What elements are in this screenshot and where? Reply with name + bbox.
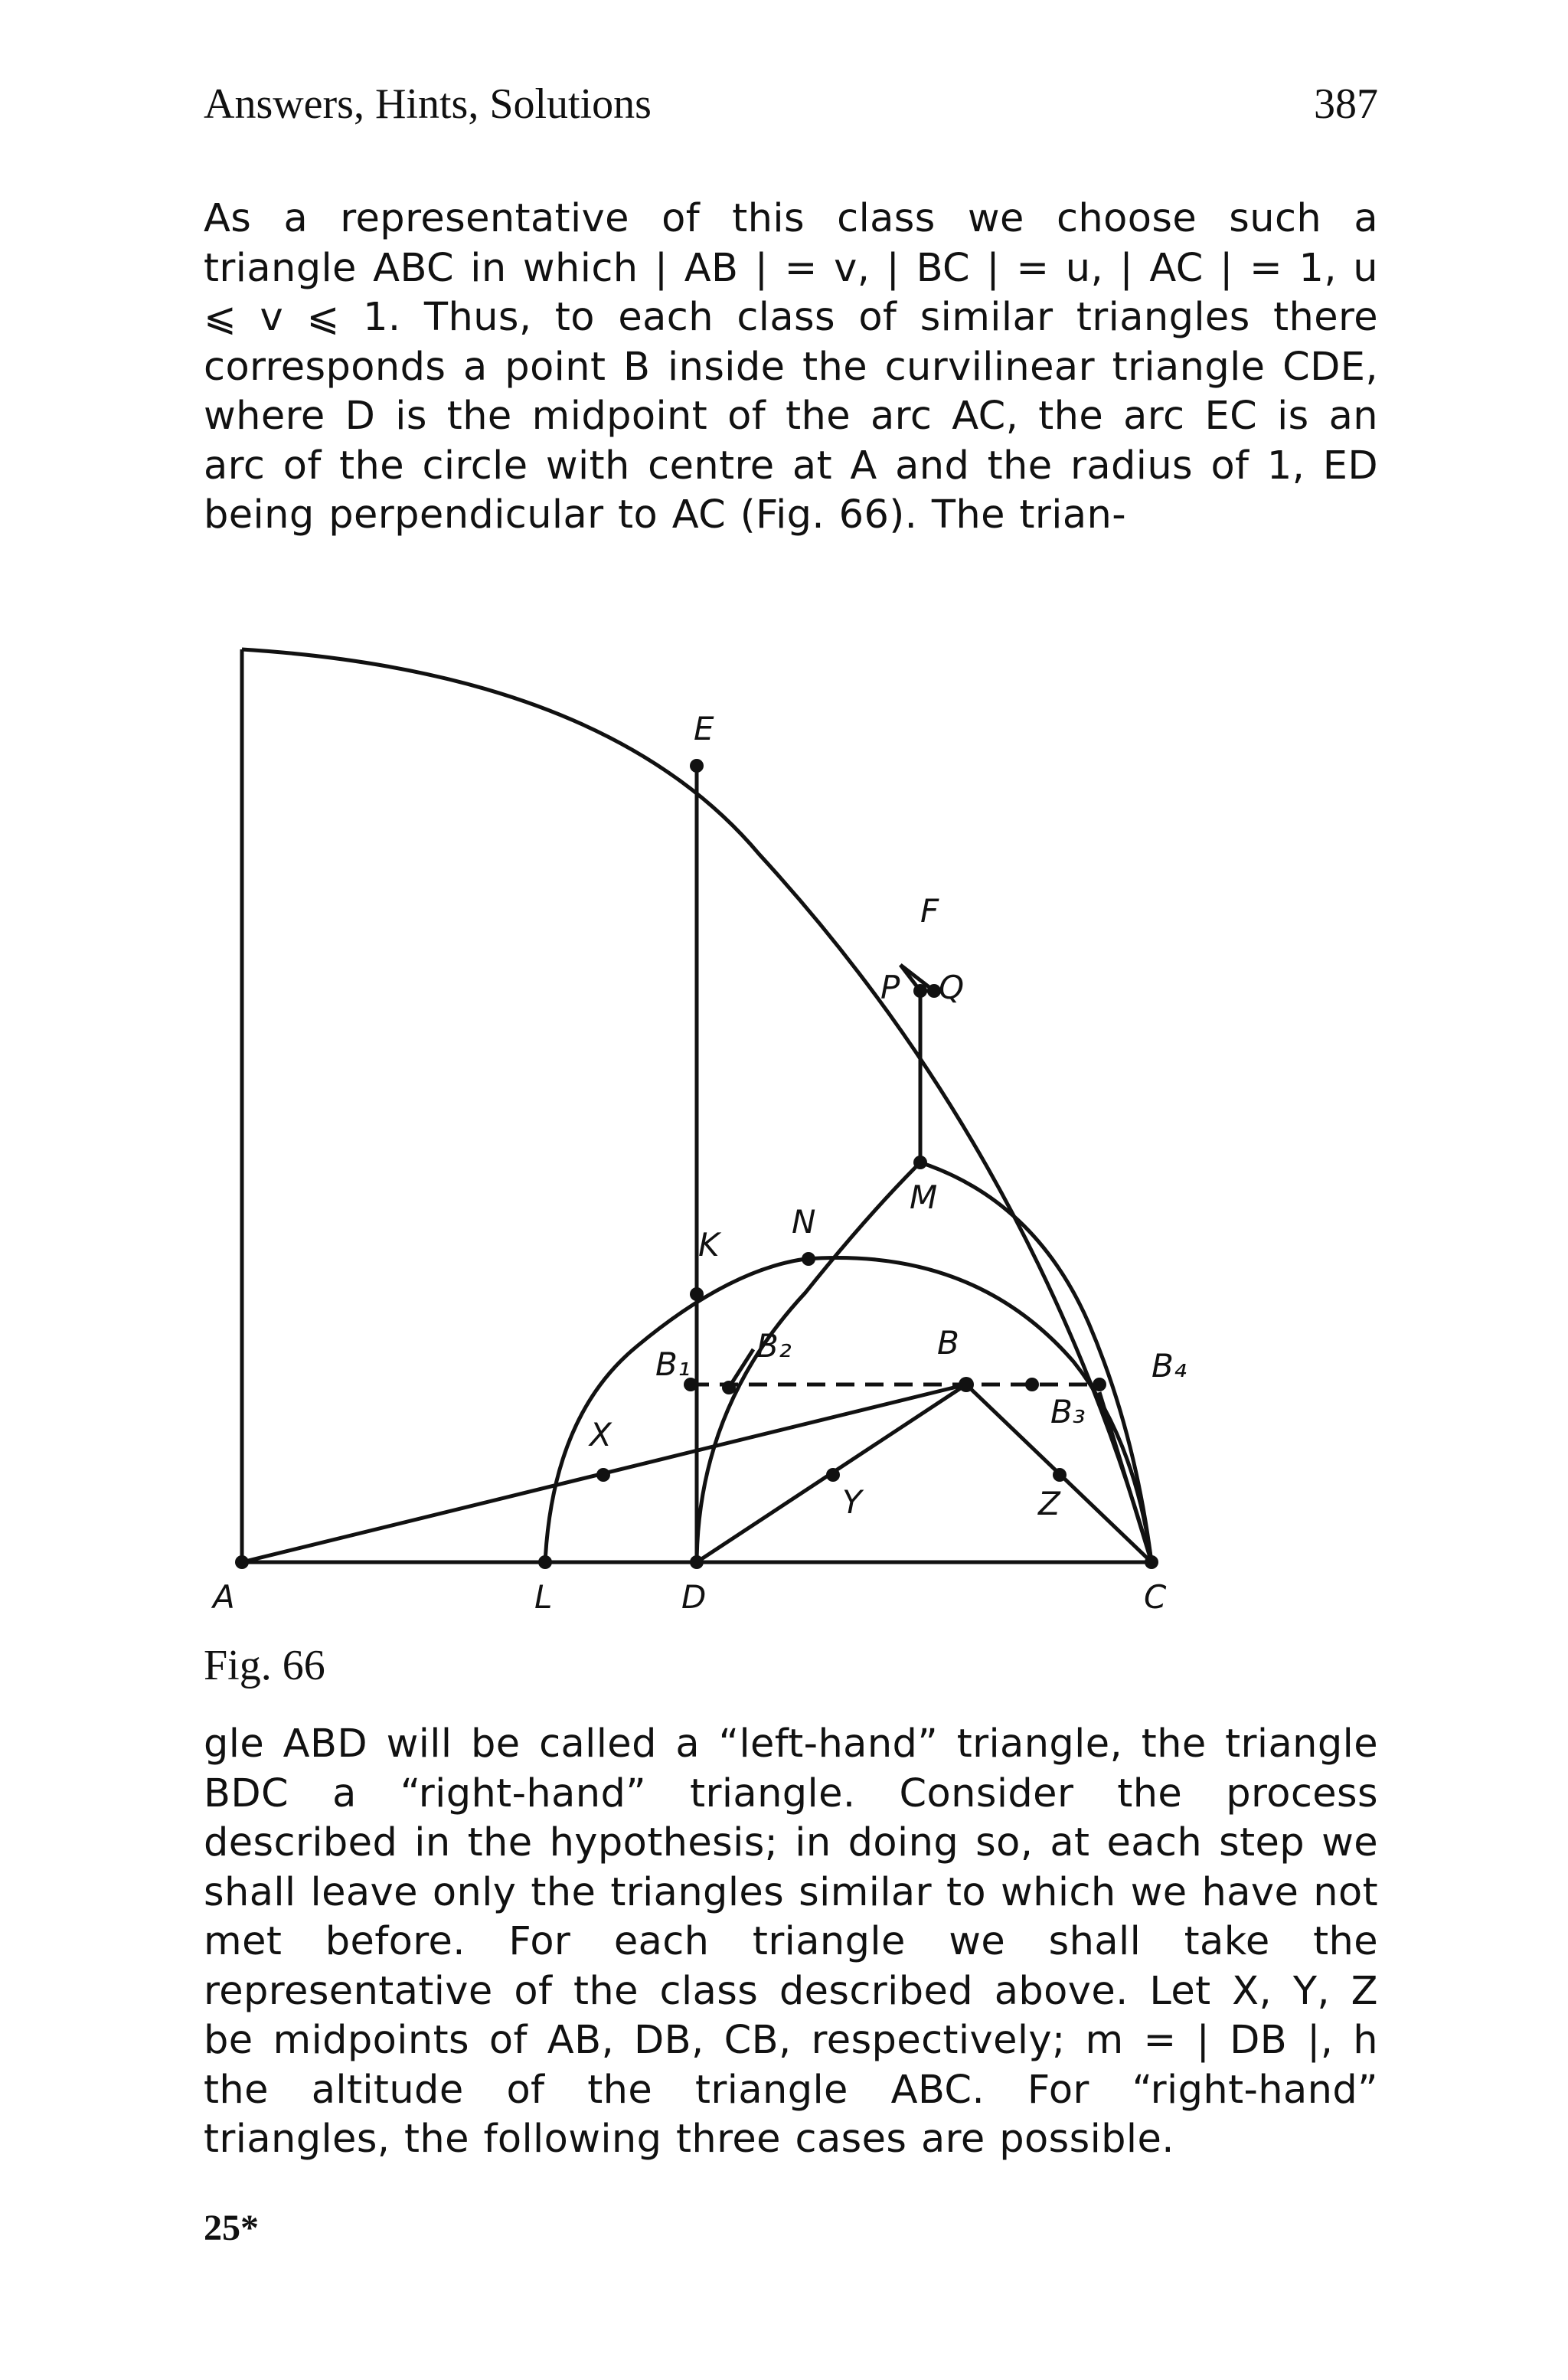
point-x xyxy=(596,1468,610,1482)
point-b4 xyxy=(1093,1378,1106,1391)
figure-66 xyxy=(208,634,1250,1622)
label-c: C xyxy=(1144,1578,1167,1616)
page-number: 387 xyxy=(1314,80,1378,128)
figure-caption: Fig. 66 xyxy=(204,1642,325,1689)
point-d xyxy=(690,1555,704,1569)
label-e: E xyxy=(694,710,714,747)
geometry-diagram xyxy=(208,634,1250,1622)
label-l: L xyxy=(534,1578,553,1616)
label-b3: B₃ xyxy=(1050,1393,1086,1430)
point-k xyxy=(690,1287,704,1301)
point-y xyxy=(826,1468,840,1482)
point-b2 xyxy=(722,1381,736,1394)
label-b2: B₂ xyxy=(756,1327,792,1365)
point-b xyxy=(959,1377,974,1392)
label-a: A xyxy=(213,1578,235,1616)
label-b4: B₄ xyxy=(1152,1347,1187,1385)
label-b1: B₁ xyxy=(655,1345,691,1383)
point-n xyxy=(802,1252,815,1266)
label-m: M xyxy=(910,1179,938,1216)
label-b: B xyxy=(937,1324,959,1362)
point-p xyxy=(913,984,927,998)
paragraph-1: As a representative of this class we choose such a triangle ABC in which | AB | = v, | BC | = u, | AC | = 1, u ⩽ v ⩽ 1. Thus, to each class of similar triangles there corresponds a point B inside the curvilinear triangle CDE, where D is the midpoint of the arc AC, the arc EC is an arc of the circle with centre at A and the radius of 1, ED being perpendicular to AC (Fig. 66). The trian- xyxy=(204,196,1378,538)
point-b3 xyxy=(1025,1378,1039,1391)
point-c xyxy=(1145,1555,1158,1569)
point-l xyxy=(538,1555,552,1569)
arc-mc xyxy=(920,1162,1152,1562)
point-e xyxy=(690,759,704,773)
label-n: N xyxy=(792,1203,816,1241)
label-k: K xyxy=(698,1226,720,1264)
label-x: X xyxy=(590,1416,612,1453)
label-f: F xyxy=(920,892,939,930)
point-z xyxy=(1053,1468,1067,1482)
label-y: Y xyxy=(842,1483,862,1521)
label-p: P xyxy=(880,969,900,1006)
signature-mark: 25* xyxy=(204,2208,259,2248)
running-head-title: Answers, Hints, Solutions xyxy=(204,80,652,128)
label-q: Q xyxy=(939,969,965,1006)
paragraph-2: gle ABD will be called a “left-hand” triangle, the triangle BDC a “right-hand” triangle. Consider the process described in the hypothesis; in doing so, at each step we shall leave only the triangles similar to which we have not met before. For each triangle we shall take the representative of the class described above. Let X, Y, Z be midpoints of AB, DB, CB, respectively; m = | DB |, h the altitude of the triangle ABC. For “right-hand” triangles, the following three cases are possible. xyxy=(204,1721,1378,2162)
point-a xyxy=(235,1555,249,1569)
point-m xyxy=(913,1156,927,1169)
running-header xyxy=(204,74,1378,135)
label-d: D xyxy=(681,1578,707,1616)
label-z: Z xyxy=(1038,1485,1060,1522)
